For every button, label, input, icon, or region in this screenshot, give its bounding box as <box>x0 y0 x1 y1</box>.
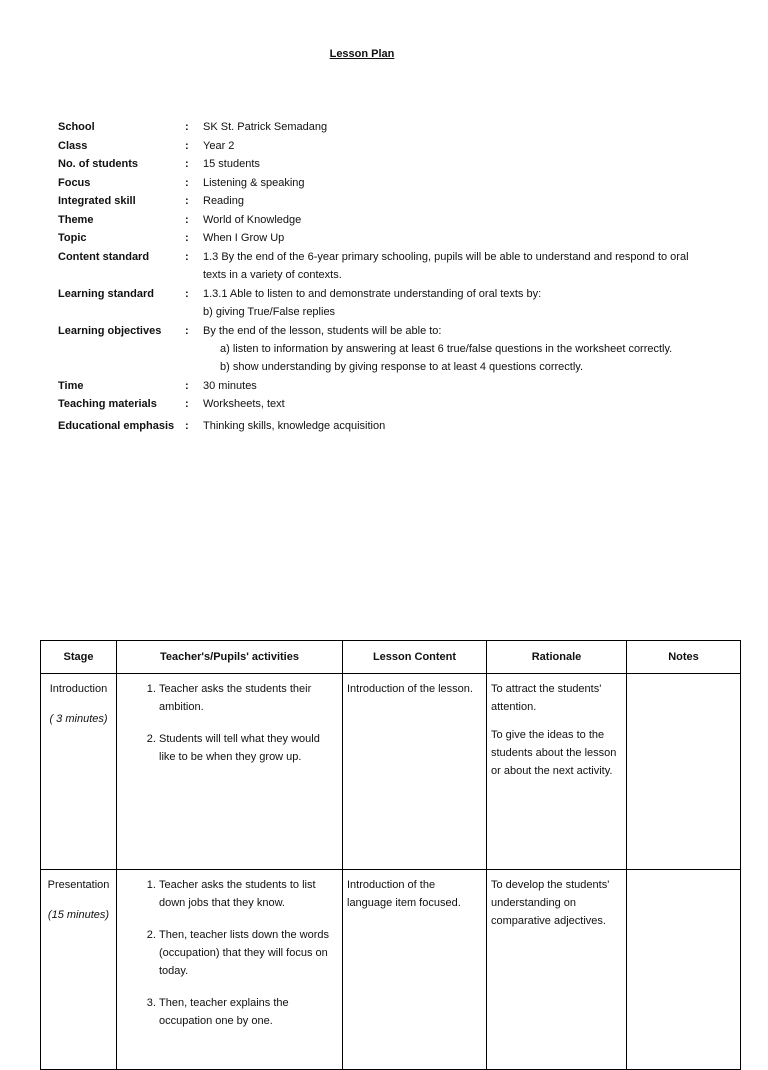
info-colon: : <box>185 177 189 189</box>
stage-duration: ( 3 minutes) <box>49 713 108 725</box>
info-value <box>203 417 385 435</box>
info-colon: : <box>185 398 189 410</box>
rationale-text: To give the ideas to the students about the lesson or about the next activity. <box>491 729 617 777</box>
info-label: Learning standard <box>58 288 154 300</box>
info-value-line: texts in a variety of contexts. <box>203 269 342 281</box>
info-value-line: 30 minutes <box>203 380 257 392</box>
info-value-line: Listening & speaking <box>203 177 305 189</box>
stage-cell <box>41 870 117 1070</box>
stage-name: Presentation <box>47 879 110 891</box>
info-value-line: 1.3.1 Able to listen to and demonstrate understanding of oral texts by: <box>203 288 542 300</box>
notes-cell <box>627 870 741 1070</box>
rationale-text: To develop the students' understanding on comparative adjectives. <box>491 879 610 927</box>
info-colon: : <box>185 158 189 170</box>
activity-item: 1. Teacher asks the students their ambition. <box>159 680 338 716</box>
header-activities: Teacher's/Pupils' activities <box>117 641 343 674</box>
header-stage: Stage <box>41 641 117 674</box>
header-lesson-content: Lesson Content <box>343 641 487 674</box>
info-value <box>203 118 327 136</box>
rationale-cell <box>487 870 627 1070</box>
rationale-cell <box>487 674 627 870</box>
info-value <box>203 229 284 247</box>
info-value-line: b) show understanding by giving response to at least 4 questions correctly. <box>220 361 583 373</box>
info-colon: : <box>185 420 189 432</box>
activity-item: 1. Teacher asks the students to list down jobs that they know. <box>159 876 338 912</box>
info-colon: : <box>185 325 189 337</box>
info-value <box>203 137 234 155</box>
info-label: Integrated skill <box>58 195 136 207</box>
activities-cell <box>117 870 343 1070</box>
info-value-line: World of Knowledge <box>203 214 302 226</box>
activities-cell <box>117 674 343 870</box>
info-value <box>203 248 689 284</box>
document-title: Lesson Plan <box>329 48 395 60</box>
activity-item: 3. Then, teacher explains the occupation one by one. <box>159 994 338 1030</box>
info-label: Class <box>58 140 88 152</box>
info-value <box>203 155 260 173</box>
info-colon: : <box>185 195 189 207</box>
info-value-line: Year 2 <box>203 140 235 152</box>
info-value <box>203 395 285 413</box>
info-label: Content standard <box>58 251 150 263</box>
lesson-content-cell: Introduction of the language item focused. <box>343 870 487 1070</box>
info-label: Theme <box>58 214 94 226</box>
info-colon: : <box>185 232 189 244</box>
info-colon: : <box>185 380 189 392</box>
info-label: Teaching materials <box>58 398 157 410</box>
info-label: Focus <box>58 177 91 189</box>
info-value-line: 1.3 By the end of the 6-year primary schooling, pupils will be able to understand and respond to oral <box>203 251 689 263</box>
info-value-line: 15 students <box>203 158 260 170</box>
header-notes: Notes <box>627 641 741 674</box>
info-label: No. of students <box>58 158 139 170</box>
info-value <box>203 285 541 321</box>
info-label: Topic <box>58 232 87 244</box>
info-value-line: a) listen to information by answering at least 6 true/false questions in the worksheet correctly. <box>220 343 673 355</box>
info-value <box>203 322 672 376</box>
info-value-line: Worksheets, text <box>203 398 285 410</box>
info-value-line: By the end of the lesson, students will be able to: <box>203 325 442 337</box>
info-colon: : <box>185 121 189 133</box>
stage-name: Introduction <box>49 683 108 695</box>
rationale-text: To attract the students' attention. <box>491 683 602 713</box>
info-value-line: When I Grow Up <box>203 232 285 244</box>
info-value <box>203 192 244 210</box>
lesson-plan-table <box>40 640 741 1070</box>
activity-item: 2. Students will tell what they would like to be when they grow up. <box>159 730 338 766</box>
info-value <box>203 174 305 192</box>
lesson-content-cell: Introduction of the lesson. <box>343 674 487 870</box>
info-colon: : <box>185 214 189 226</box>
info-value-line: Thinking skills, knowledge acquisition <box>203 420 386 432</box>
info-value-line: SK St. Patrick Semadang <box>203 121 328 133</box>
stage-cell <box>41 674 117 870</box>
info-value-line: Reading <box>203 195 244 207</box>
info-label: Learning objectives <box>58 325 162 337</box>
table-row <box>41 674 741 870</box>
table-header-row <box>41 641 741 674</box>
info-colon: : <box>185 140 189 152</box>
info-value <box>203 377 257 395</box>
table-row <box>41 870 741 1070</box>
info-value-line: b) giving True/False replies <box>203 306 336 318</box>
info-value <box>203 211 301 229</box>
info-colon: : <box>185 288 189 300</box>
info-label: Educational emphasis <box>58 420 175 432</box>
stage-duration: (15 minutes) <box>47 909 110 921</box>
header-rationale: Rationale <box>487 641 627 674</box>
notes-cell <box>627 674 741 870</box>
info-label: School <box>58 121 95 133</box>
info-label: Time <box>58 380 84 392</box>
info-colon: : <box>185 251 189 263</box>
activity-item: 2. Then, teacher lists down the words (occupation) that they will focus on today. <box>159 926 338 980</box>
